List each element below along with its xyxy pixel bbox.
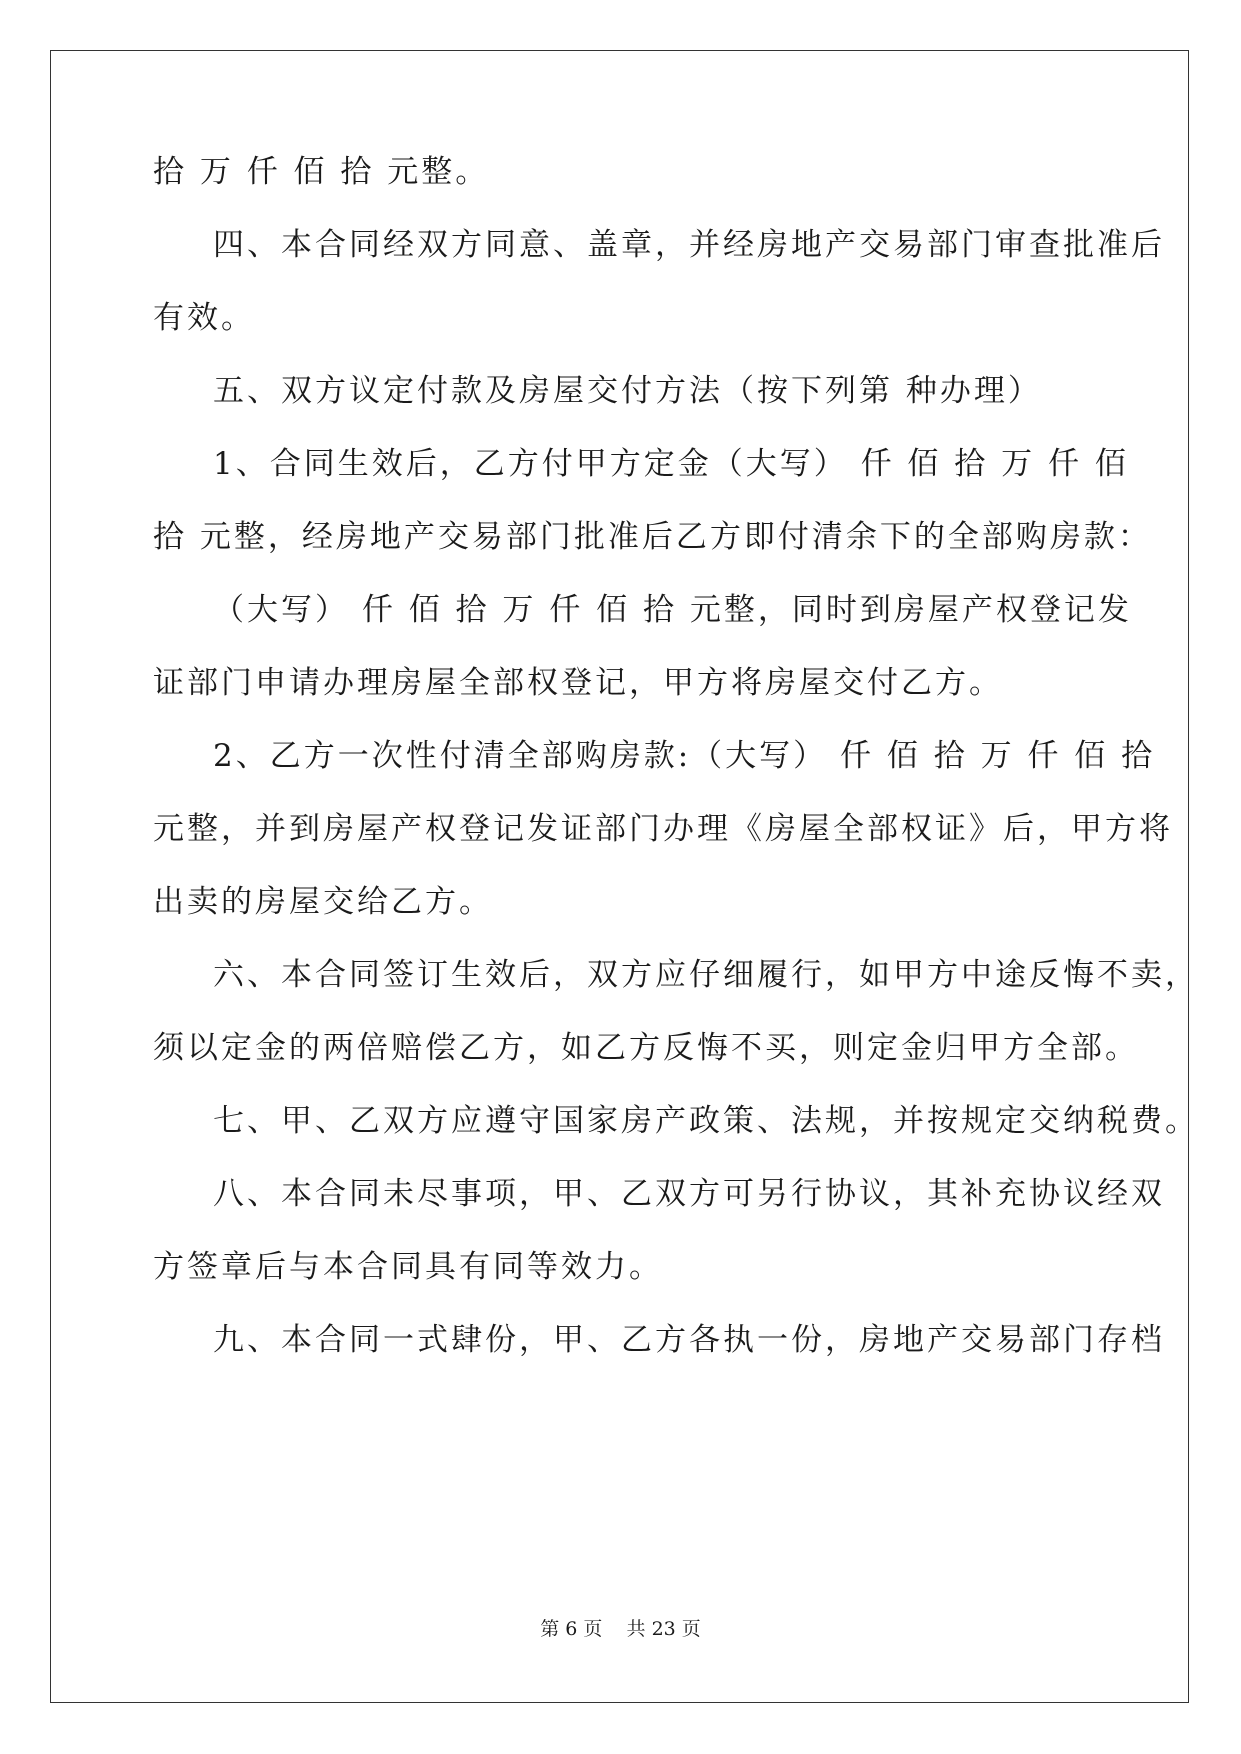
text-line: 四、本合同经双方同意、盖章，并经房地产交易部门审查批准后	[213, 227, 1165, 263]
text-line: 九、本合同一式肆份，甲、乙方各执一份，房地产交易部门存档	[213, 1322, 1165, 1358]
text-line: 2、乙方一次性付清全部购房款:（大写） 仟 佰 拾 万 仟 佰 拾	[213, 738, 1156, 774]
text-line: 1、合同生效后，乙方付甲方定金（大写） 仟 佰 拾 万 仟 佰	[213, 446, 1129, 482]
text-line: 方签章后与本合同具有同等效力。	[153, 1249, 663, 1285]
text-line: 拾 元整，经房地产交易部门批准后乙方即付清余下的全部购房款：	[153, 519, 1152, 555]
text-line: 证部门申请办理房屋全部权登记，甲方将房屋交付乙方。	[153, 665, 1003, 701]
text-line: 出卖的房屋交给乙方。	[153, 884, 493, 920]
text-line: 六、本合同签订生效后，双方应仔细履行，如甲方中途反悔不卖，	[213, 957, 1199, 993]
text-line: 五、双方议定付款及房屋交付方法（按下列第 种办理）	[213, 373, 1042, 409]
text-line: 拾 万 仟 佰 拾 元整。	[153, 154, 490, 190]
text-line: 有效。	[153, 300, 255, 336]
text-line: （大写） 仟 佰 拾 万 仟 佰 拾 元整，同时到房屋产权登记发	[213, 592, 1132, 628]
text-line: 须以定金的两倍赔偿乙方，如乙方反悔不买，则定金归甲方全部。	[153, 1030, 1139, 1066]
page-number-footer: 第 6 页 共 23 页	[540, 1618, 701, 1640]
text-line: 元整，并到房屋产权登记发证部门办理《房屋全部权证》后，甲方将	[153, 811, 1173, 847]
text-line: 七、甲、乙双方应遵守国家房产政策、法规，并按规定交纳税费。	[213, 1103, 1199, 1139]
text-line: 八、本合同未尽事项，甲、乙双方可另行协议，其补充协议经双	[213, 1176, 1165, 1212]
